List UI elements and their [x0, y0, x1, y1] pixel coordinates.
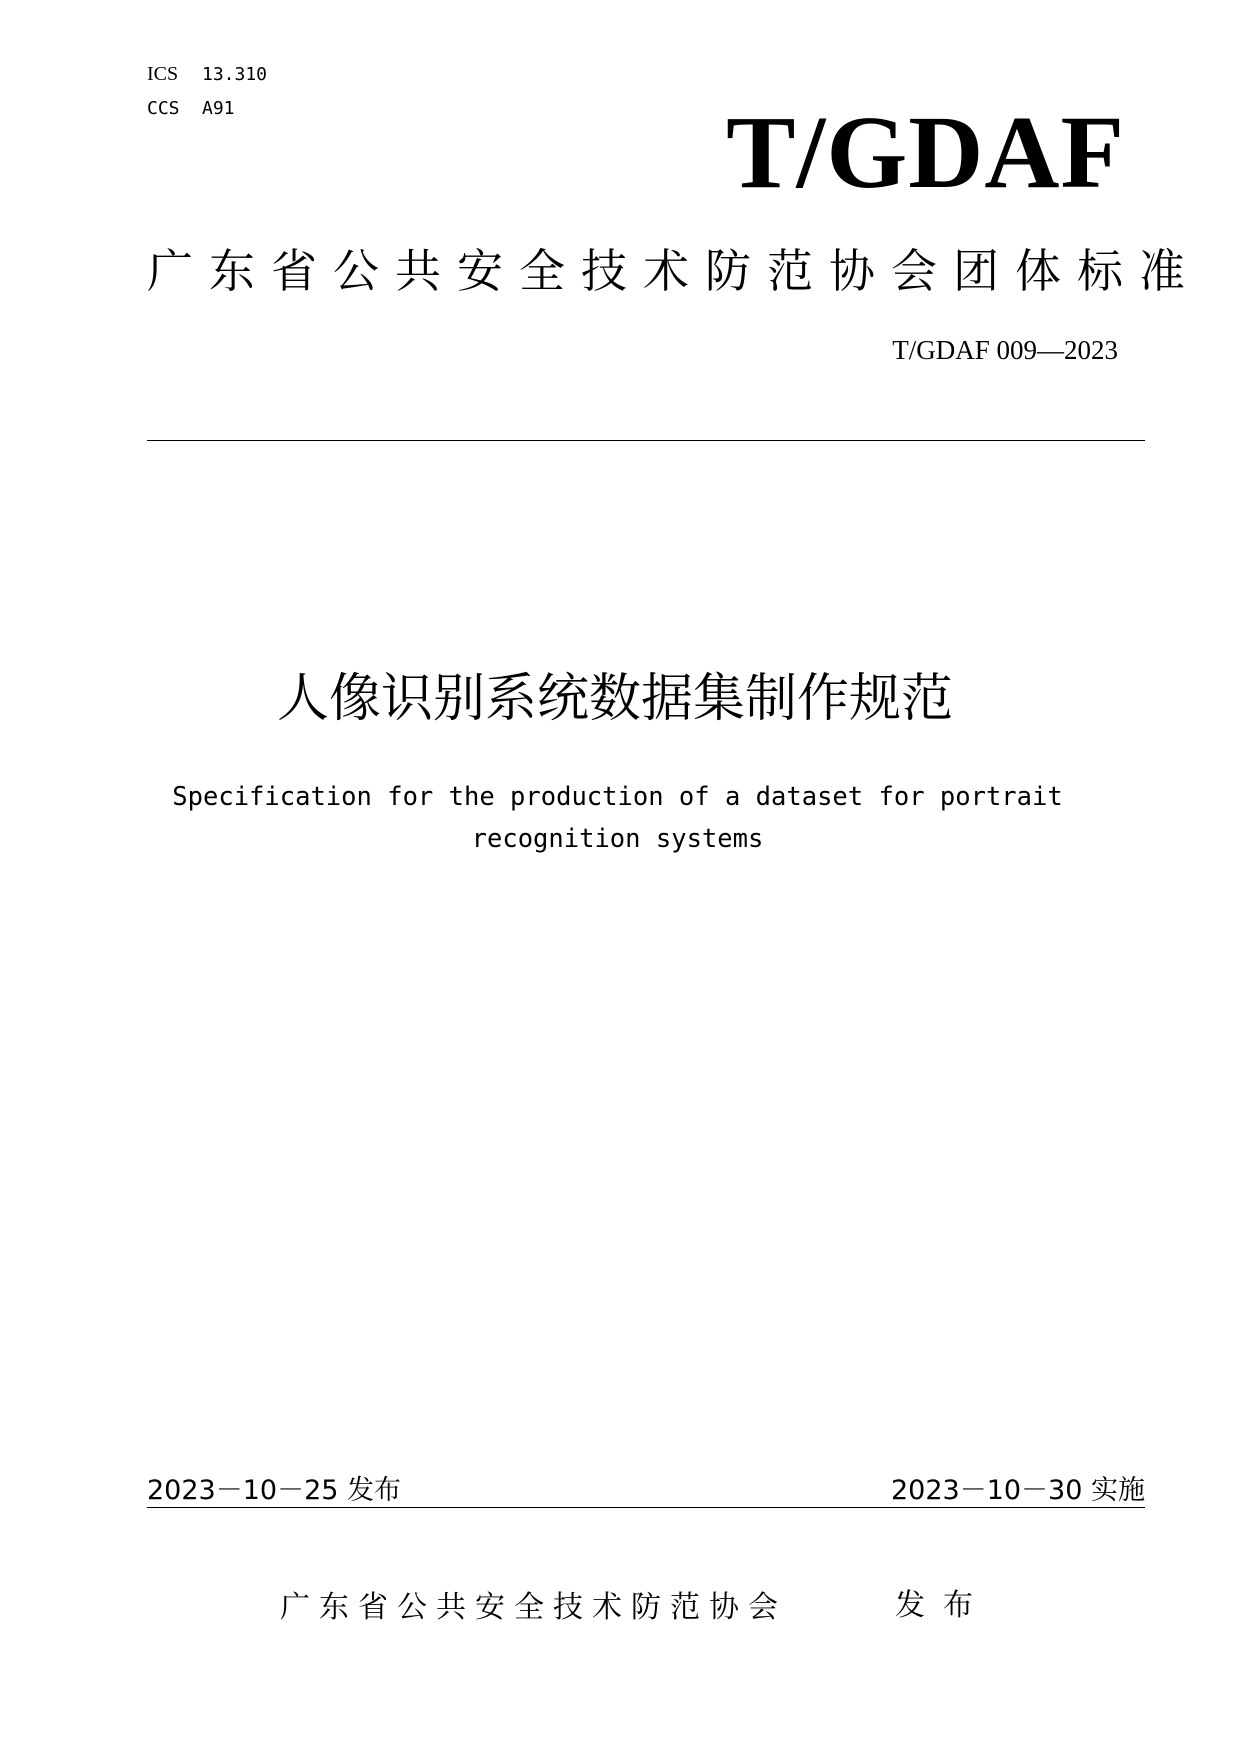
ics-label: ICS [147, 63, 179, 85]
implement-date: 2023－10－30 实施 [890, 1475, 1145, 1506]
publish-date: 2023－10－25 发布 [147, 1475, 402, 1506]
association-title: 广东省公共安全技术防范协会团体标准 [147, 244, 1201, 298]
ccs-value: A91 [202, 98, 235, 119]
standard-number: T/GDAF 009—2023 [892, 335, 1118, 365]
date-divider [147, 1507, 1145, 1508]
document-title-zh: 人像识别系统数据集制作规范 [276, 669, 953, 729]
header-divider [147, 440, 1145, 441]
ccs-label: CCS [147, 98, 180, 119]
ics-value: 13.310 [202, 64, 268, 85]
brand-mark: T/GDAF [726, 95, 1125, 210]
document-title-en: Specification for the production of a dataset for portrait recognition systems [172, 782, 1063, 854]
ics-classification [147, 62, 267, 87]
footer-action: 发布 [895, 1588, 991, 1623]
ccs-classification [147, 96, 235, 121]
footer-publisher: 广东省公共安全技术防范协会 [280, 1590, 787, 1625]
